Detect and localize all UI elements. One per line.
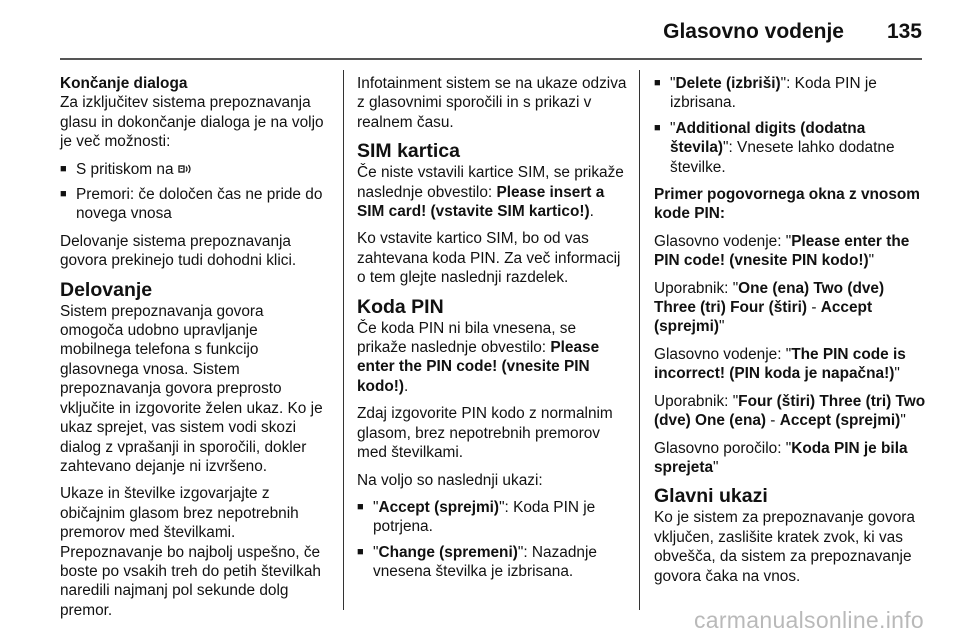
list-item: ■ Premori: če določen čas ne pride do novega vnosa — [60, 185, 330, 224]
list-item: ■ "Additional digits (dodatna števila)": Vnesete lahko dodatne številke. — [654, 119, 926, 177]
bullet-list — [60, 160, 330, 224]
list-item: ■ "Delete (izbriši)": Koda PIN je izbrisana. — [654, 74, 926, 113]
heading-koda-pin: Koda PIN — [357, 295, 444, 318]
bullet-list — [654, 74, 926, 177]
paragraph: Uporabnik: "Four (štiri) Three (tri) Two (dve) One (ena) - Accept (sprejmi)" — [654, 392, 926, 430]
paragraph: Glasovno vodenje: "Please enter the PIN code! (vnesite PIN kodo!)" — [654, 232, 910, 270]
paragraph: Če koda PIN ni bila vnesena, se prikaže naslednje obvestilo: Please enter the PIN code! (vnesite PIN kodo!). — [357, 319, 600, 395]
paragraph: Glasovno poročilo: "Koda PIN je bila sprejeta" — [654, 439, 908, 476]
header-rule — [60, 58, 922, 60]
paragraph: Za izključitev sistema prepoznavanja glasu in dokončanje dialoga je na voljo je več možnosti: — [60, 94, 324, 151]
paragraph: Infotainment sistem se na ukaze odziva z glasovnimi sporočili in s prikazi v realnem času. — [357, 75, 627, 131]
paragraph: Ukaze in številke izgovarjajte z običajnim glasom brez nepotrebnih premorov med številkami. Prepoznavanje bo najbolj uspešno, če boste po vsakih treh do petih številkah naredili najmanj pol sekunde dolg premor. — [60, 485, 321, 619]
heading-delovanje: Delovanje — [60, 278, 153, 301]
bullet-list — [357, 498, 629, 582]
heading-primer: Primer pogovornega okna z vnosom kode PIN: — [654, 186, 920, 223]
voice-control-icon — [178, 162, 192, 176]
heading-glavni-ukazi: Glavni ukazi — [654, 485, 768, 508]
column-2 — [357, 74, 629, 590]
heading-sim-kartica: SIM kartica — [357, 140, 460, 163]
paragraph: Ko vstavite kartico SIM, bo od vas zahtevana koda PIN. Za več informacij o tem glejte naslednji razdelek. — [357, 230, 621, 287]
paragraph: Sistem prepoznavanja govora omogoča udobno upravljanje mobilnega telefona s funkcijo glasovnega vnosa. Sistem prepoznavanja govora preprosto vključite in izgovorite želen ukaz. Ko je ukaz sprejet, vas sistem vodi skozi dialog z vprašanji in sporočili, dokler zahtevano dejanje ni izvršeno. — [60, 302, 323, 475]
watermark: carmanualsonline.info — [693, 607, 924, 633]
column-1 — [60, 74, 330, 628]
list-item: ■ "Accept (sprejmi)": Koda PIN je potrjena. — [357, 498, 629, 537]
column-3 — [654, 74, 926, 594]
paragraph: Zdaj izgovorite PIN kodo z normalnim glasom, brez nepotrebnih premorov med številkami. — [357, 405, 613, 462]
list-item: ■ S pritiskom na — [60, 160, 330, 179]
paragraph: Delovanje sistema prepoznavanja govora prekinejo tudi dohodni klici. — [60, 232, 297, 270]
column-divider-1 — [343, 70, 344, 610]
paragraph: Glasovno vodenje: "The PIN code is incorrect! (PIN koda je napačna!)" — [654, 345, 906, 383]
heading-koncanje-dialoga: Končanje dialoga — [60, 75, 188, 92]
page-title: Glasovno vodenje — [663, 20, 844, 43]
page-header — [60, 18, 922, 58]
paragraph: Ko je sistem za prepoznavanje govora vključen, zaslišite kratek zvok, ki vas obvešča, da sistem za prepoznavanje govora čaka na vnos. — [654, 509, 915, 585]
paragraph: Če niste vstavili kartice SIM, se prikaže naslednje obvestilo: Please insert a SIM card! (vstavite SIM kartico!). — [357, 164, 624, 221]
paragraph: Na voljo so naslednji ukazi: — [357, 471, 543, 489]
column-divider-2 — [639, 70, 640, 610]
paragraph: Uporabnik: "One (ena) Two (dve) Three (tri) Four (štiri) - Accept (sprejmi)" — [654, 279, 885, 336]
list-item: ■ "Change (spremeni)": Nazadnje vnesena številka je izbrisana. — [357, 543, 629, 582]
page-number: 135 — [886, 20, 922, 43]
